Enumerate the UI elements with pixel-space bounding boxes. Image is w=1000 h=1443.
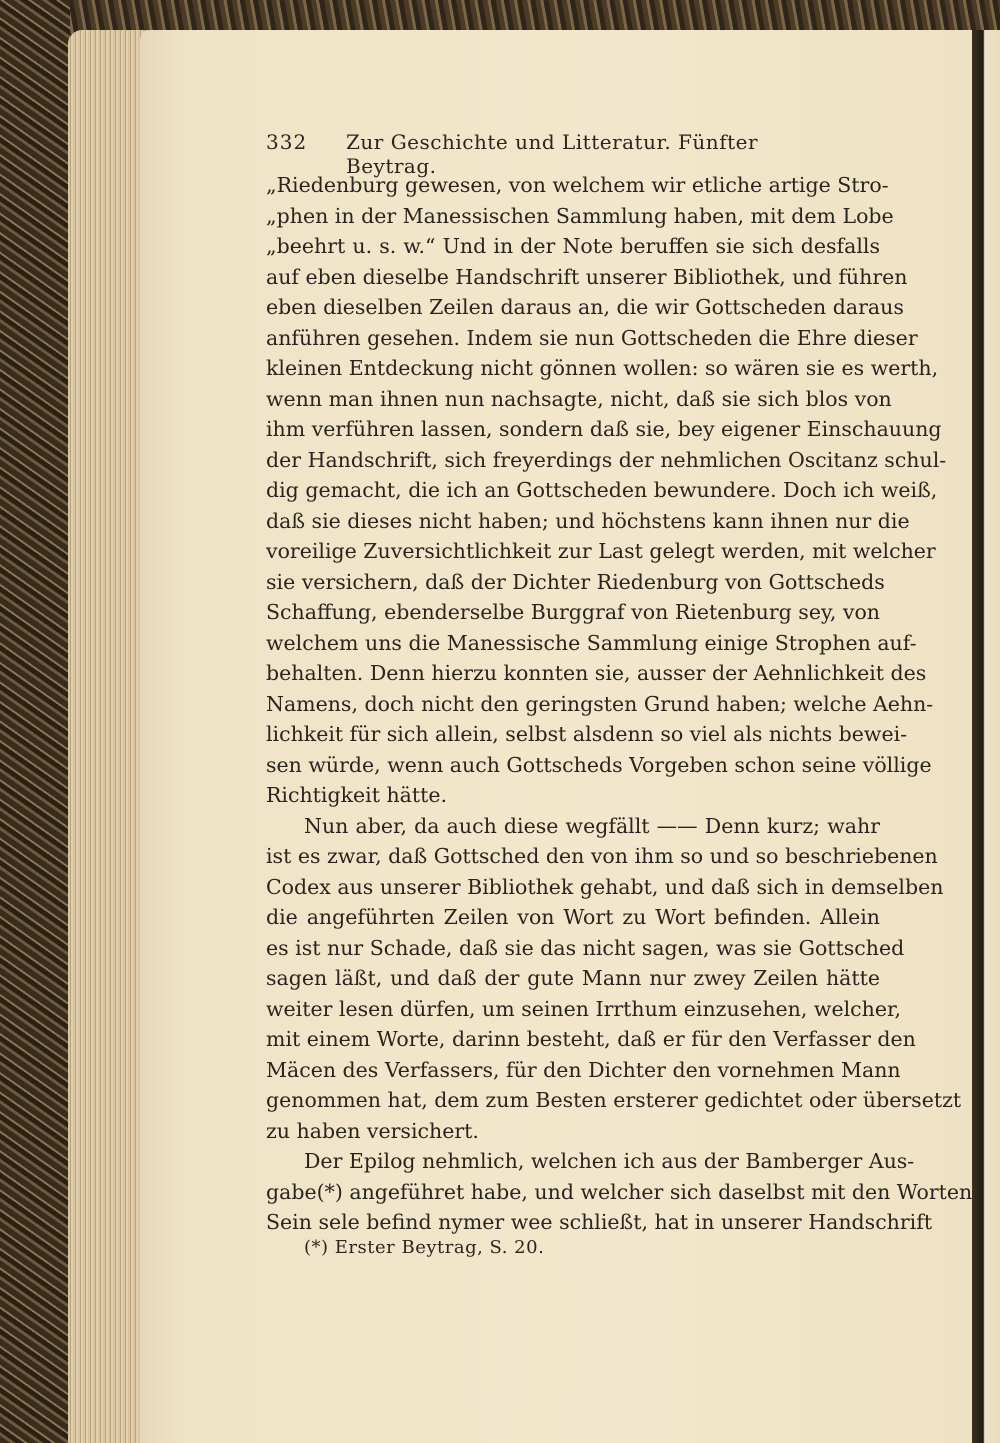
text-line: sie versichern, daß der Dichter Riedenburg von Gottscheds — [266, 569, 885, 594]
text-line: dig gemacht, die ich an Gottscheden bewundere. Doch ich weiß, — [266, 478, 938, 502]
book-cover-top — [0, 0, 1000, 34]
text-line: behalten. Denn hierzu konnten sie, ausser der Aehnlichkeit des — [266, 661, 927, 685]
text-line: Mäcen des Verfassers, für den Dichter den vornehmen Mann — [266, 1057, 901, 1082]
text-line: Schaffung, ebenderselbe Burggraf von Rietenburg sey, von — [266, 600, 880, 624]
text-line: Nun aber, da auch diese wegfällt —— Denn kurz; wahr — [304, 813, 880, 838]
text-line: anführen gesehen. Indem sie nun Gottscheden die Ehre dieser — [266, 325, 918, 350]
text-line: der Handschrift, sich freyerdings der nehmlichen Oscitanz schul- — [266, 447, 947, 472]
text-line: eben dieselben Zeilen daraus an, die wir Gottscheden daraus — [266, 295, 904, 319]
text-line: „phen in der Manessischen Sammlung haben, mit dem Lobe — [266, 203, 894, 228]
text-line: lichkeit für sich allein, selbst alsdenn so viel als nichts bewei- — [266, 722, 908, 746]
text-line: es ist nur Schade, daß sie das nicht sagen, was sie Gottsched — [266, 935, 905, 960]
text-line: zu haben versichert. — [266, 1118, 479, 1143]
marbled-cover — [0, 0, 70, 1443]
text-line: sen würde, wenn auch Gottscheds Vorgeben schon seine völlige — [266, 752, 932, 777]
text-line: weiter lesen dürfen, um seinen Irrthum einzusehen, welcher, — [266, 996, 902, 1021]
text-line: sagen läßt, und daß der gute Mann nur zwey Zeilen hätte — [266, 966, 880, 990]
text-line: ihm verführen lassen, sondern daß sie, bey eigener Einschauung — [266, 417, 942, 441]
text-line: Codex aus unserer Bibliothek gehabt, und daß sich in demselben — [266, 874, 944, 899]
text-line: kleinen Entdeckung nicht gönnen wollen: so wären sie es werth, — [266, 356, 939, 380]
text-line: Sein sele befind nymer wee schließt, hat in unserer Handschrift — [266, 1210, 933, 1234]
footnote: (*) Erster Beytrag, S. 20. — [304, 1237, 545, 1258]
text-line: Der Epilog nehmlich, welchen ich aus der Bamberger Aus- — [304, 1149, 915, 1173]
text-line: „Riedenburg gewesen, von welchem wir etliche artige Stro- — [266, 173, 889, 197]
text-line: wenn man ihnen nun nachsagte, nicht, daß sie sich blos von — [266, 386, 892, 411]
text-line: Namens, doch nicht den geringsten Grund haben; welche Aehn- — [266, 691, 934, 716]
text-line: gabe(*) angeführet habe, und welcher sich daselbst mit den Worten — [266, 1179, 973, 1204]
running-head: Zur Geschichte und Litteratur. Fünfter Beytrag. — [346, 130, 759, 178]
text-line: „beehrt u. s. w.“ Und in der Note beruffen sie sich desfalls — [266, 234, 880, 258]
page-edges — [68, 30, 148, 1443]
body-text — [266, 170, 973, 1238]
text-line: die angeführten Zeilen von Wort zu Wort befinden. Allein — [266, 905, 880, 929]
text-line: welchem uns die Manessische Sammlung einige Strophen auf- — [266, 630, 917, 655]
text-line: ist es zwar, daß Gottsched den von ihm so und so beschriebenen — [266, 844, 938, 868]
text-line: genommen hat, dem zum Besten ersterer gedichtet oder übersetzt — [266, 1088, 962, 1112]
text-line: Richtigkeit hätte. — [266, 783, 448, 807]
text-line: voreilige Zuversichtlichkeit zur Last gelegt werden, mit welcher — [266, 539, 936, 563]
page-header — [266, 130, 826, 178]
next-page-edge — [972, 30, 1000, 1443]
page-number: 332 — [266, 130, 308, 154]
text-line: mit einem Worte, darinn besteht, daß er für den Verfasser den — [266, 1027, 916, 1051]
text-line: daß sie dieses nicht haben; und höchstens kann ihnen nur die — [266, 508, 910, 533]
text-line: auf eben dieselbe Handschrift unserer Bibliothek, und führen — [266, 264, 908, 289]
